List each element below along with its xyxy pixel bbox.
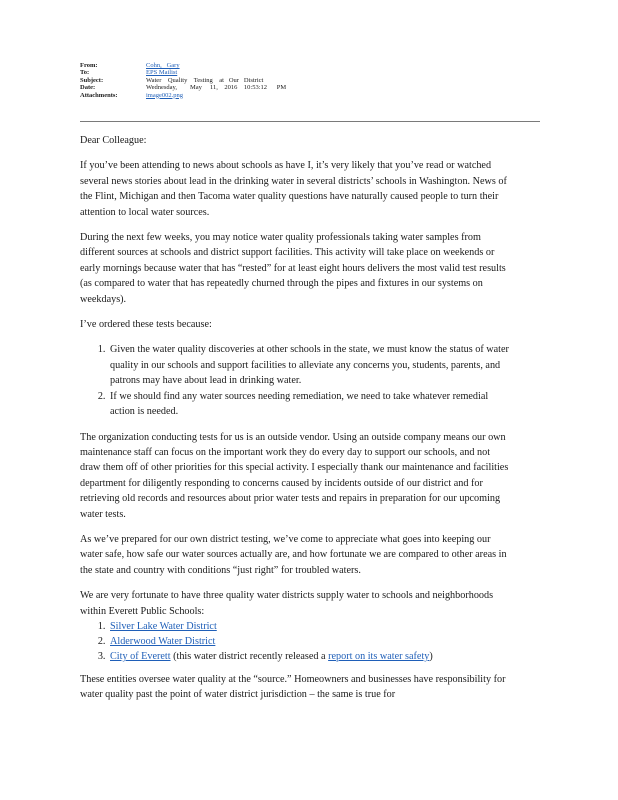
from-row bbox=[80, 62, 540, 69]
reasons-list bbox=[80, 342, 512, 419]
list-item bbox=[108, 649, 512, 664]
list-item-text: (this water district recently released a bbox=[170, 650, 329, 662]
subject-row bbox=[80, 77, 540, 84]
water-safety-report-link[interactable]: report on its water safety bbox=[328, 650, 430, 662]
to-value[interactable]: EPS Mailist bbox=[146, 69, 178, 77]
water-districts-list bbox=[80, 619, 512, 664]
header-divider bbox=[80, 121, 540, 122]
attachment-link[interactable]: image002.png bbox=[146, 91, 184, 99]
to-label: To: bbox=[80, 69, 90, 77]
subject-value: Water Quality Testing at Our District bbox=[146, 76, 264, 84]
from-label: From: bbox=[80, 62, 98, 69]
list-item bbox=[108, 634, 512, 649]
email-header bbox=[80, 62, 540, 99]
to-row bbox=[80, 69, 540, 76]
from-value[interactable]: Cohn, Gary bbox=[146, 62, 180, 69]
attachments-row bbox=[80, 92, 540, 99]
paragraph-testing: During the next few weeks, you may notice water quality professionals taking water samples from different sources at schools and district support facilities. This activity will take place on weekends or early mornings because water that has “rested” for at least eight hours delivers the most valid test results (as compared to water that has repeatedly churned through the pipes and fixtures in our systems on weekdays). bbox=[80, 232, 506, 305]
salutation: Dear Colleague: bbox=[80, 135, 147, 146]
paragraph-preparation: As we’ve prepared for our own district testing, we’ve come to appreciate what goes into keeping our water safe, how safe our water sources actually are, and how fortunate we are compared to other areas in the state and country with conditions “just right” for troubled waters. bbox=[80, 533, 507, 576]
list-item-close: ) bbox=[429, 650, 433, 662]
city-of-everett-link[interactable]: City of Everett bbox=[110, 650, 171, 662]
paragraph-reasons-intro: I’ve ordered these tests because: bbox=[80, 319, 212, 331]
list-item bbox=[108, 619, 512, 634]
alderwood-link[interactable]: Alderwood Water District bbox=[110, 635, 216, 647]
attachments-label: Attachments: bbox=[80, 91, 118, 99]
date-label: Date: bbox=[80, 84, 96, 92]
paragraph-oversight: These entities oversee water quality at the “source.” Homeowners and businesses have responsibility for water quality past the point of water district jurisdiction – the same is true for bbox=[80, 673, 506, 701]
date-value: Wednesday, May 11, 2016 10:53:12 PM bbox=[146, 84, 287, 92]
letter-body bbox=[80, 133, 512, 713]
list-item: 2. If we should find any water sources needing remediation, we need to take whatever remedial action is needed. bbox=[108, 389, 512, 420]
subject-label: Subject: bbox=[80, 76, 104, 84]
paragraph-vendor: The organization conducting tests for us is an outside vendor. Using an outside company means our own maintenance staff can focus on the important work they do every day to support our schools, and not draw them off of other priorities for this special activity. I especially thank our maintenance and facilities department for diligently responding to concerns caused by incidents outside of our district and for retrieving old records and resources about prior water tests and repairs in preparation for our upcoming water tests. bbox=[80, 431, 509, 520]
date-row bbox=[80, 84, 540, 91]
paragraph-news: If you’ve been attending to news about schools as have I, it’s very likely that you’ve read or watched several news stories about lead in the drinking water in several districts’ schools in Washington. News of the Flint, Michigan and then Tacoma water quality questions have naturally caused people to turn their attention to local water sources. bbox=[80, 160, 507, 218]
list-item: 1. Given the water quality discoveries at other schools in the state, we must know the status of water quality in our schools and support facilities to alleviate any concerns you, students, parents, and patrons may have about lead in drinking water. bbox=[108, 342, 512, 388]
silver-lake-link[interactable]: Silver Lake Water District bbox=[110, 620, 217, 632]
paragraph-water-districts: We are very fortunate to have three quality water districts supply water to schools and neighborhoods within Everett Public Schools: bbox=[80, 590, 494, 617]
